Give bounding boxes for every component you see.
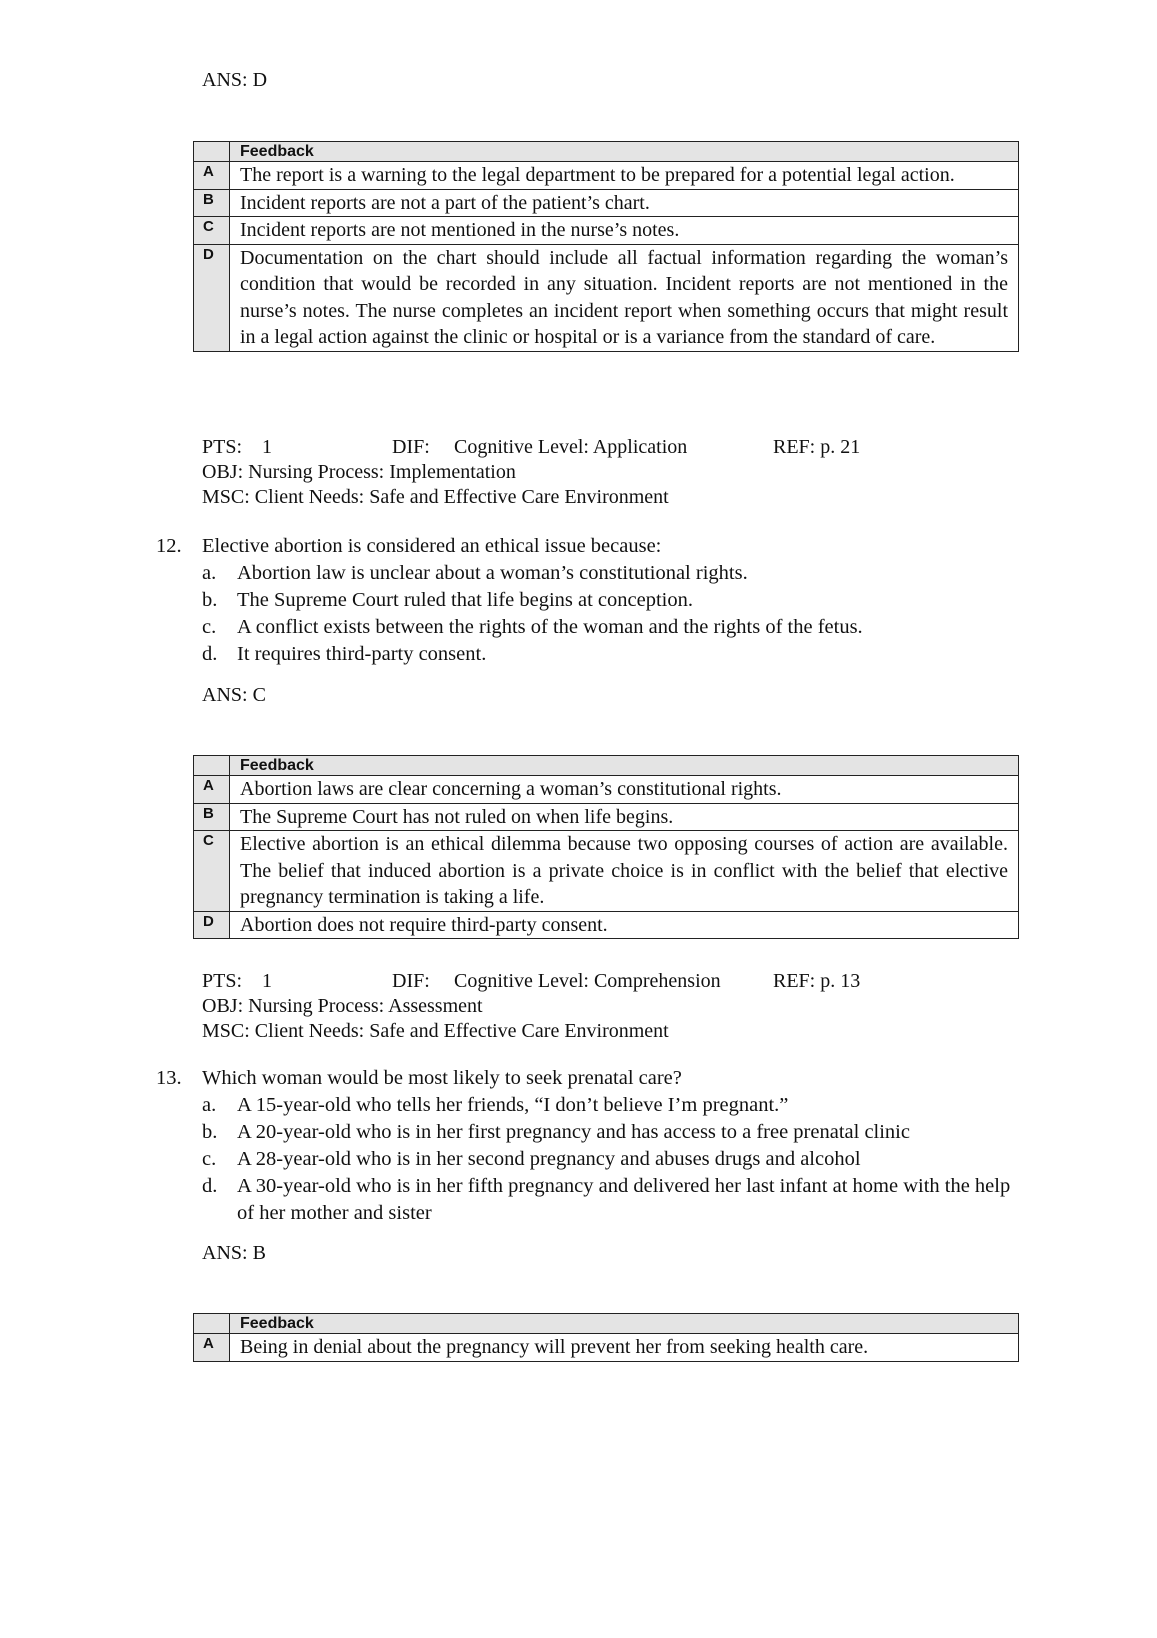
q12-obj: OBJ: Nursing Process: Assessment (202, 995, 483, 1017)
feedback-text: Elective abortion is an ethical dilemma because two opposing courses of action are available. The belief that induced abortion is a private choice is in conflict with the belief that elective pregnancy termination is taking a life. (230, 831, 1019, 912)
feedback-letter: C (194, 831, 230, 912)
q11-feedback-table (193, 141, 1019, 352)
q11-dif-value: Cognitive Level: Application (454, 436, 688, 458)
q12-msc: MSC: Client Needs: Safe and Effective Care Environment (202, 1020, 669, 1042)
feedback-header-row (194, 1314, 1019, 1334)
feedback-text: Being in denial about the pregnancy will prevent her from seeking health care. (230, 1334, 1019, 1362)
q12-feedback-table (193, 755, 1019, 939)
feedback-row (194, 776, 1019, 804)
answer-option (202, 587, 1017, 614)
option-text: A 30-year-old who is in her fifth pregnancy and delivered her last infant at home with the help of her mother and sister (237, 1175, 1011, 1224)
feedback-text: Abortion laws are clear concerning a woman’s constitutional rights. (230, 776, 1019, 804)
option-text: Abortion law is unclear about a woman’s constitutional rights. (237, 562, 748, 584)
option-text: A 20-year-old who is in her first pregnancy and has access to a free prenatal clinic (237, 1121, 910, 1143)
feedback-row (194, 217, 1019, 245)
option-text: A 28-year-old who is in her second pregnancy and abuses drugs and alcohol (237, 1148, 861, 1170)
question-12 (156, 533, 1017, 668)
answer-option (202, 641, 1017, 668)
feedback-row (194, 1334, 1019, 1362)
feedback-row (194, 162, 1019, 190)
feedback-row (194, 244, 1019, 351)
feedback-text: The Supreme Court has not ruled on when life begins. (230, 803, 1019, 831)
option-text: A 15-year-old who tells her friends, “I don’t believe I’m pregnant.” (237, 1094, 789, 1116)
feedback-row (194, 831, 1019, 912)
answer-option (202, 614, 1017, 641)
feedback-letter: B (194, 189, 230, 217)
option-letter: d. (202, 1175, 218, 1197)
q11-ref: REF: p. 21 (773, 436, 861, 458)
q11-dif-label: DIF: (392, 436, 430, 458)
feedback-text: Documentation on the chart should include all factual information regarding the woman’s condition that would be recorded in any situation. Incident reports are not mentioned in the nurse’s notes. The nurse completes an incident report when something occurs that might result in a legal action against the clinic or hospital or is a variance from the standard of care. (230, 244, 1019, 351)
q11-pts-label: PTS: (202, 436, 243, 458)
feedback-header-row (194, 142, 1019, 162)
feedback-letter: B (194, 803, 230, 831)
q11-msc: MSC: Client Needs: Safe and Effective Care Environment (202, 486, 669, 508)
feedback-letter: D (194, 244, 230, 351)
q13-feedback-table (193, 1313, 1019, 1362)
option-text: The Supreme Court ruled that life begins at conception. (237, 589, 693, 611)
question-number: 12. (156, 535, 182, 557)
answer-option (202, 1146, 1017, 1173)
feedback-row (194, 911, 1019, 939)
q12-ref: REF: p. 13 (773, 970, 861, 992)
feedback-header: Feedback (230, 1314, 1019, 1334)
answer-option (202, 560, 1017, 587)
feedback-header: Feedback (230, 756, 1019, 776)
question-stem: Elective abortion is considered an ethical issue because: (202, 535, 662, 557)
feedback-letter: A (194, 162, 230, 190)
q12-dif-value: Cognitive Level: Comprehension (454, 970, 721, 992)
feedback-letter: C (194, 217, 230, 245)
q11-obj: OBJ: Nursing Process: Implementation (202, 461, 516, 483)
q12-dif-label: DIF: (392, 970, 430, 992)
option-text: A conflict exists between the rights of the woman and the rights of the fetus. (237, 616, 863, 638)
feedback-header: Feedback (230, 142, 1019, 162)
q13-answer: ANS: B (202, 1242, 266, 1264)
question-number: 13. (156, 1067, 182, 1089)
option-letter: c. (202, 616, 217, 638)
feedback-letter: D (194, 911, 230, 939)
option-letter: b. (202, 589, 218, 611)
option-letter: a. (202, 562, 217, 584)
feedback-header-blank (194, 756, 230, 776)
answer-option (202, 1092, 1017, 1119)
answer-option (202, 1119, 1017, 1146)
feedback-text: Incident reports are not a part of the patient’s chart. (230, 189, 1019, 217)
feedback-text: Incident reports are not mentioned in the nurse’s notes. (230, 217, 1019, 245)
feedback-header-blank (194, 142, 230, 162)
answer-option (202, 1173, 1017, 1227)
option-text: It requires third-party consent. (237, 643, 487, 665)
feedback-letter: A (194, 776, 230, 804)
feedback-row (194, 803, 1019, 831)
q11-answer: ANS: D (202, 69, 268, 91)
feedback-text: The report is a warning to the legal department to be prepared for a potential legal action. (230, 162, 1019, 190)
q12-pts-label: PTS: (202, 970, 243, 992)
q12-answer: ANS: C (202, 684, 266, 706)
feedback-header-blank (194, 1314, 230, 1334)
q12-pts-value: 1 (262, 970, 272, 992)
feedback-header-row (194, 756, 1019, 776)
feedback-text: Abortion does not require third-party consent. (230, 911, 1019, 939)
feedback-row (194, 189, 1019, 217)
option-letter: a. (202, 1094, 217, 1116)
option-letter: b. (202, 1121, 218, 1143)
question-13 (156, 1065, 1017, 1227)
q11-pts-value: 1 (262, 436, 272, 458)
question-stem: Which woman would be most likely to seek prenatal care? (202, 1067, 682, 1089)
option-letter: d. (202, 643, 218, 665)
option-letter: c. (202, 1148, 217, 1170)
feedback-letter: A (194, 1334, 230, 1362)
